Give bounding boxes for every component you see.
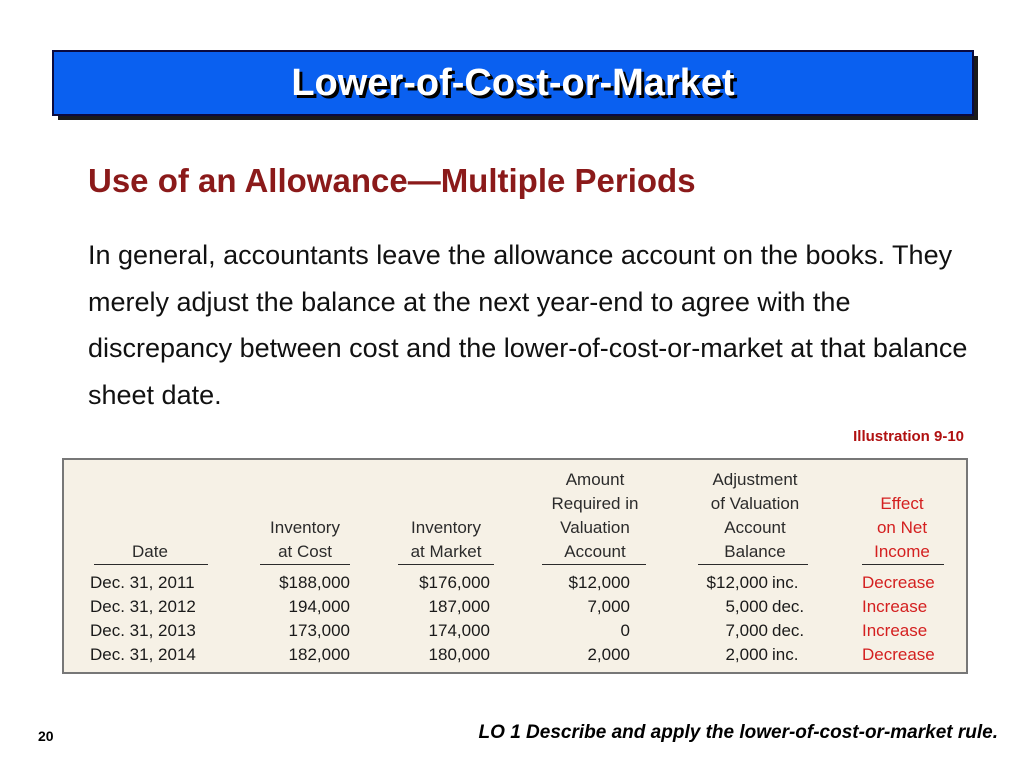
title-bar bbox=[52, 50, 974, 116]
header-date: Date bbox=[132, 542, 168, 561]
cell-market: 187,000 bbox=[428, 597, 490, 616]
header-underline-adjustment bbox=[698, 564, 808, 565]
learning-objective: LO 1 Describe and apply the lower-of-cost-or-market rule. bbox=[478, 722, 998, 743]
cell-adjustment-amount: 5,000 bbox=[725, 597, 768, 616]
body-paragraph: In general, accountants leave the allowance account on the books. They merely adjust the balance at the next year-end to agree with the discrepancy between cost and the lower-of-cost-or-market at that balance sheet date. bbox=[88, 240, 968, 410]
header-inventory-cost: Inventory at Cost bbox=[270, 518, 340, 561]
header-underline-market bbox=[398, 564, 494, 565]
header-inventory-market: Inventory at Market bbox=[410, 518, 482, 561]
cell-market: $176,000 bbox=[419, 573, 490, 592]
cell-required: 0 bbox=[620, 621, 630, 640]
cell-adjustment-amount: 7,000 bbox=[725, 621, 768, 640]
cell-adjustment-amount: $12,000 bbox=[706, 573, 768, 592]
cell-effect: Increase bbox=[862, 621, 928, 640]
cell-effect: Decrease bbox=[862, 645, 935, 664]
slide-subtitle: Use of an Allowance—Multiple Periods bbox=[88, 162, 696, 199]
cell-cost: 173,000 bbox=[288, 621, 350, 640]
cell-date: Dec. 31, 2012 bbox=[90, 597, 196, 616]
cell-effect: Decrease bbox=[862, 573, 935, 592]
cell-required: 7,000 bbox=[587, 597, 630, 616]
cell-market: 180,000 bbox=[428, 645, 490, 664]
header-underline-date bbox=[94, 564, 208, 565]
illustration-label: Illustration 9-10 bbox=[853, 428, 964, 445]
page-number: 20 bbox=[38, 728, 54, 744]
header-effect: Effect on Net Income bbox=[874, 494, 930, 561]
cell-adjustment-amount: 2,000 bbox=[725, 645, 768, 664]
header-underline-cost bbox=[260, 564, 350, 565]
allowance-table bbox=[62, 458, 968, 674]
cell-adjustment-direction: inc. bbox=[772, 645, 799, 664]
header-adjustment: Adjustment of Valuation Account Balance bbox=[710, 470, 800, 561]
cell-adjustment-direction: inc. bbox=[772, 573, 799, 592]
cell-date: Dec. 31, 2013 bbox=[90, 621, 196, 640]
cell-market: 174,000 bbox=[428, 621, 490, 640]
cell-adjustment-direction: dec. bbox=[772, 597, 805, 616]
header-underline-required bbox=[542, 564, 646, 565]
cell-cost: 182,000 bbox=[288, 645, 350, 664]
cell-effect: Increase bbox=[862, 597, 928, 616]
cell-adjustment-direction: dec. bbox=[772, 621, 805, 640]
cell-date: Dec. 31, 2011 bbox=[90, 573, 195, 592]
cell-required: 2,000 bbox=[587, 645, 630, 664]
header-underline-effect bbox=[862, 564, 944, 565]
cell-cost: 194,000 bbox=[288, 597, 350, 616]
cell-cost: $188,000 bbox=[279, 573, 350, 592]
slide-title: Lower-of-Cost-or-Market bbox=[291, 61, 735, 104]
cell-date: Dec. 31, 2014 bbox=[90, 645, 196, 664]
header-amount-required: Amount Required in Valuation Account bbox=[551, 470, 639, 561]
cell-required: $12,000 bbox=[568, 573, 630, 592]
